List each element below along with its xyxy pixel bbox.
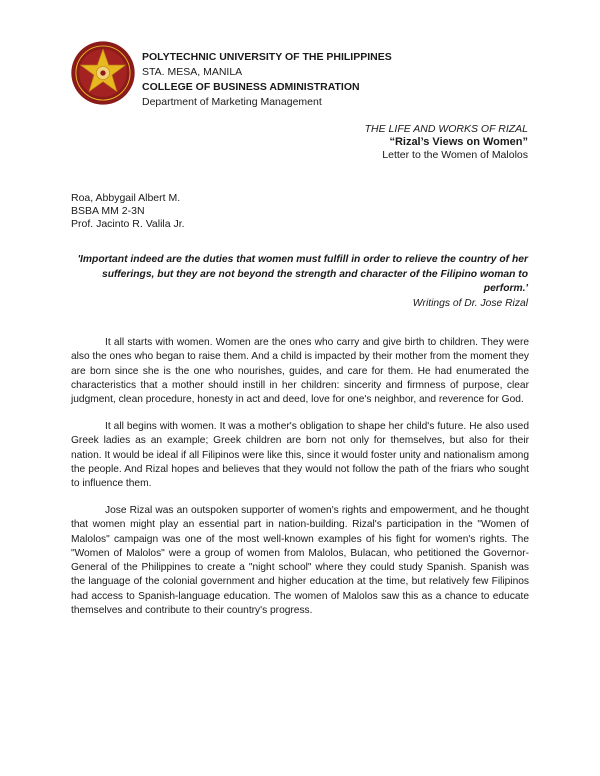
paragraph: It all starts with women. Women are the ones who carry and give birth to children. They were also the ones who began to raise them. And a child is impacted by their mother from the moment they are born since she is the one who nourishes, guides, and care for them. He had enumerated the characteristics that a mother should instill in her children: sincerity and firmness of purpose, clear judgment, clean procedure, honesty in act and deed, love for one's neighbor, and reverence for God. — [71, 337, 529, 406]
paragraph: It all begins with women. It was a mother's obligation to shape her child's future. He also used Greek ladies as an example; Greek children are born not only for themselves, but also for their nation. It would be ideal if all Filipinos were like this, since it would foster unity and nationalism among the people. And Rizal hopes and believes that they would not follow the path of the friars who sought to influence them. — [71, 420, 529, 490]
department-name: Department of Marketing Management — [142, 96, 322, 108]
student-info — [71, 192, 185, 231]
college-name: COLLEGE OF BUSINESS ADMINISTRATION — [142, 81, 360, 93]
university-seal-icon — [70, 40, 136, 106]
essay-body — [71, 336, 529, 631]
course-subject: THE LIFE AND WORKS OF RIZAL — [364, 123, 528, 135]
epigraph-source: Writings of Dr. Jose Rizal — [412, 297, 528, 309]
epigraph-quote: 'Important indeed are the duties that women must fulfill in order to relieve the country of her sufferings, but they are not beyond the strength and character of the Filipino woman to perform.' — [77, 254, 528, 294]
professor-name: Prof. Jacinto R. Valila Jr. — [71, 218, 185, 230]
university-name: POLYTECHNIC UNIVERSITY OF THE PHILIPPINES — [142, 51, 392, 63]
student-section: BSBA MM 2-3N — [71, 205, 145, 217]
course-block — [365, 123, 528, 162]
letterhead — [142, 50, 392, 110]
paragraph: Jose Rizal was an outspoken supporter of women's rights and empowerment, and he thought that women might play an essential part in nation-building. Rizal's participation in the "Women of Malolos" campaign was one of the most well-known examples of his fight for women's rights. The "Women of Malolos" were a group of women from Malolos, Bulacan, who petitioned the Governor-General of the Philippines to create a "night school" where they could study Spanish. Spanish was the language of the colonial government and higher education at the time, but relatively few Filipinos had access to Spanish-language education. The women of Malolos saw this as a chance to educate themselves and contribute to their country's progress. — [71, 504, 529, 617]
university-location: STA. MESA, MANILA — [142, 66, 243, 78]
epigraph — [72, 253, 528, 311]
student-name: Roa, Abbygail Albert M. — [71, 192, 181, 204]
document-title: “Rizal’s Views on Women” — [389, 136, 528, 148]
document-subtitle: Letter to the Women of Malolos — [382, 149, 528, 161]
